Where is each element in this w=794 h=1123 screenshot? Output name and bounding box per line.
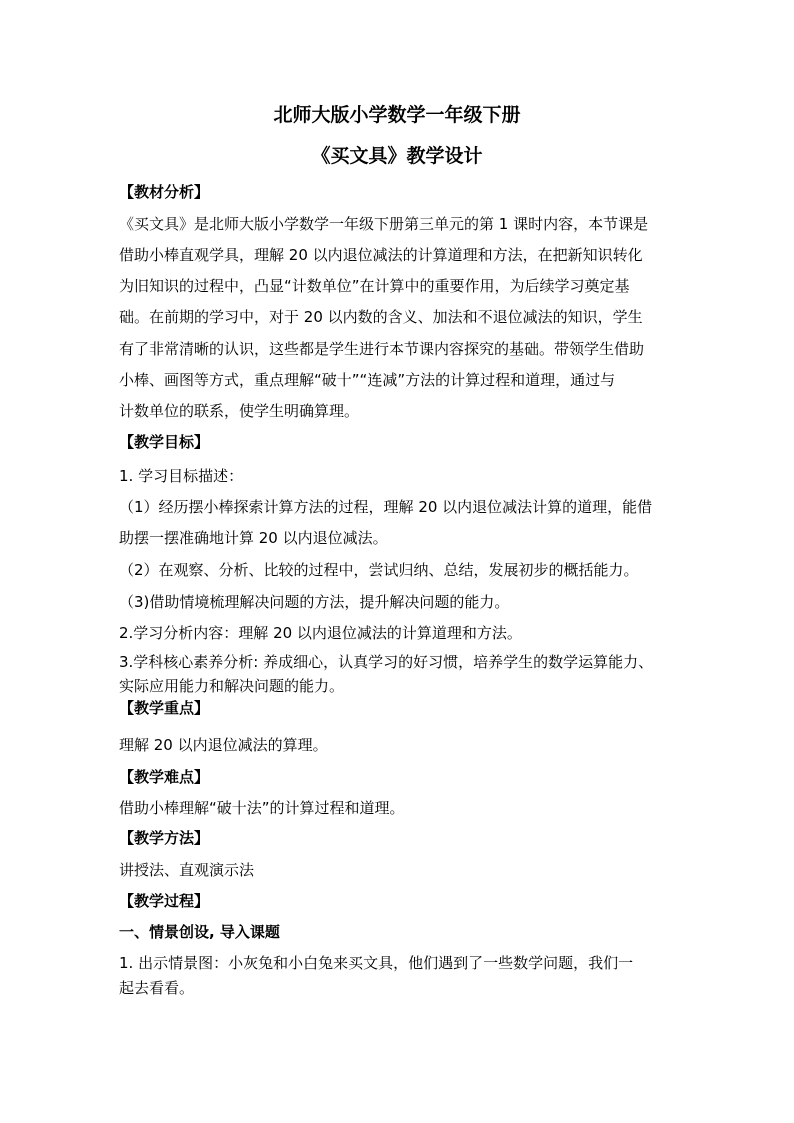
paragraph-line: 1. 学习目标描述： (119, 467, 244, 485)
paragraph-line: 小棒、画图等方式，重点理解“破十”“连减”方法的计算过程和道理，通过与 (119, 371, 616, 389)
section-heading-key-points: 【教学重点】 (119, 699, 210, 717)
section-heading-teaching-goals: 【教学目标】 (119, 433, 210, 451)
document-title: 北师大版小学数学一年级下册 (273, 104, 521, 126)
paragraph-line: 计数单位的联系，使学生明确算理。 (119, 402, 360, 420)
paragraph-line: 为旧知识的过程中，凸显“计数单位”在计算中的重要作用，为后续学习奠定基 (119, 277, 630, 295)
document-subtitle: 《买文具》教学设计 (311, 145, 483, 167)
paragraph-line: 助摆一摆准确地计算 20 以内退位减法。 (119, 529, 388, 547)
paragraph-line: 起去看看。 (119, 979, 195, 997)
paragraph-line: 实际应用能力和解决问题的能力。 (119, 677, 345, 695)
paragraph-line: 有了非常清晰的认识，这些都是学生进行本节课内容探究的基础。带领学生借助 (119, 340, 645, 358)
paragraph-line: （3)借助情境梳理解决问题的方法，提升解决问题的能力。 (119, 593, 510, 611)
section-heading-textbook-analysis: 【教材分析】 (119, 183, 210, 201)
subsection-heading: 一、情景创设, 导入课题 (119, 923, 280, 941)
paragraph-line: 《买文具》是北师大版小学数学一年级下册第三单元的第 1 课时内容，本节课是 (119, 215, 649, 233)
paragraph-line: 2.学习分析内容：理解 20 以内退位减法的计算道理和方法。 (119, 624, 522, 642)
paragraph-line: 础。在前期的学习中，对于 20 以内数的含义、加法和不退位减法的知识，学生 (119, 308, 643, 326)
paragraph-line: （1）经历摆小棒探索计算方法的过程，理解 20 以内退位减法计算的道理，能借 (119, 498, 653, 516)
paragraph-line: 借助小棒直观学具，理解 20 以内退位减法的计算道理和方法，在把新知识转化 (119, 246, 643, 264)
paragraph-line: 1. 出示情景图：小灰兔和小白兔来买文具，他们遇到了一些数学问题，我们一 (119, 954, 634, 972)
paragraph-line: 讲授法、直观演示法 (119, 861, 255, 879)
paragraph-line: 理解 20 以内退位减法的算理。 (119, 736, 328, 754)
paragraph-line: （2）在观察、分析、比较的过程中，尝试归纳、总结，发展初步的概括能力。 (119, 561, 639, 579)
section-heading-methods: 【教学方法】 (119, 829, 210, 847)
paragraph-line: 3.学科核心素养分析: 养成细心，认真学习的好习惯，培养学生的数学运算能力、 (119, 653, 654, 671)
paragraph-line: 借助小棒理解“破十法”的计算过程和道理。 (119, 799, 405, 817)
section-heading-difficulties: 【教学难点】 (119, 768, 210, 786)
section-heading-process: 【教学过程】 (119, 892, 210, 910)
